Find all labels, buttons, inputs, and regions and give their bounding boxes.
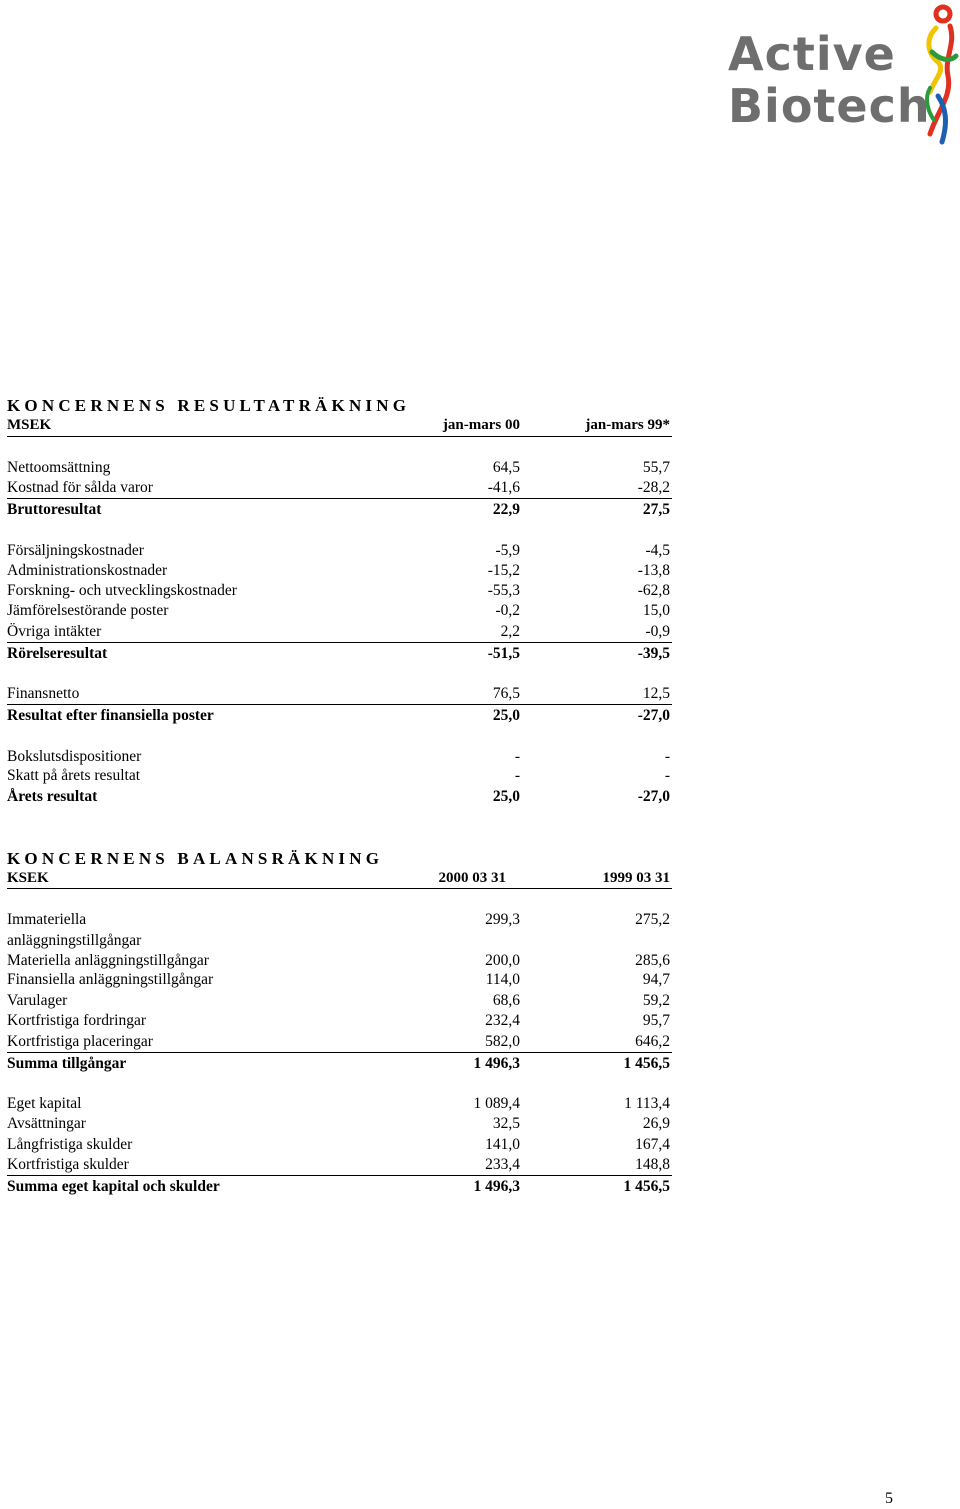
row-label: Övriga intäkter <box>7 623 102 640</box>
row-value-col2: - <box>664 748 670 765</box>
table-row-continuation <box>7 931 672 951</box>
row-value-col1: 1 089,4 <box>473 1095 520 1112</box>
row-label: Kortfristiga placeringar <box>7 1033 153 1050</box>
table-row <box>7 787 672 807</box>
row-value-col2: -4,5 <box>645 542 670 559</box>
row-value-col1: 233,4 <box>485 1156 520 1173</box>
row-value-col1: 2,2 <box>500 623 520 640</box>
divider <box>7 888 672 889</box>
table-row <box>7 706 672 726</box>
table-row <box>7 766 672 786</box>
row-value-col1: -51,5 <box>487 645 520 662</box>
row-value-col2: 27,5 <box>642 501 670 518</box>
active-biotech-logo <box>724 0 960 150</box>
table-row <box>7 910 672 930</box>
row-value-col2: 94,7 <box>642 971 670 988</box>
row-value-col1: 32,5 <box>492 1115 520 1132</box>
row-label: Försäljningskostnader <box>7 542 144 559</box>
row-value-col1: 299,3 <box>485 911 520 928</box>
table-row <box>7 541 672 561</box>
row-value-col1: 68,6 <box>492 992 520 1009</box>
row-label: Årets resultat <box>7 788 98 805</box>
row-value-col2: -27,0 <box>637 707 670 724</box>
row-value-col1: -5,9 <box>495 542 520 559</box>
divider <box>7 1052 672 1053</box>
row-label: Avsättningar <box>7 1115 86 1132</box>
income-col2-header: jan-mars 99* <box>585 417 670 433</box>
divider <box>7 436 672 437</box>
row-value-col1: -41,6 <box>487 479 520 496</box>
table-row <box>7 561 672 581</box>
row-value-col2: 26,9 <box>642 1115 670 1132</box>
table-row <box>7 684 672 704</box>
row-value-col1: 582,0 <box>485 1033 520 1050</box>
row-value-col2: 285,6 <box>635 952 670 969</box>
row-label: Summa tillgångar <box>7 1055 127 1072</box>
table-row <box>7 1032 672 1052</box>
row-value-col1: 64,5 <box>492 459 520 476</box>
table-row <box>7 478 672 498</box>
row-value-col2: 95,7 <box>642 1012 670 1029</box>
row-label: anläggningstillgångar <box>7 932 142 949</box>
row-value-col2: 1 456,5 <box>623 1055 670 1072</box>
row-value-col2: 59,2 <box>642 992 670 1009</box>
row-value-col2: 646,2 <box>635 1033 670 1050</box>
row-value-col2: 1 113,4 <box>624 1095 670 1112</box>
row-value-col1: - <box>514 748 520 765</box>
row-value-col2: 1 456,5 <box>623 1178 670 1195</box>
table-row <box>7 1094 672 1114</box>
table-row <box>7 1011 672 1031</box>
page-number: 5 <box>885 1490 893 1507</box>
income-header <box>7 415 672 435</box>
row-label: Finansiella anläggningstillgångar <box>7 971 214 988</box>
table-row <box>7 1177 672 1197</box>
row-value-col1: 1 496,3 <box>473 1178 520 1195</box>
divider <box>7 1175 672 1176</box>
row-value-col1: 200,0 <box>485 952 520 969</box>
row-value-col2: -0,9 <box>645 623 670 640</box>
balance-sheet-title: KONCERNENS BALANSRÄKNING <box>7 849 384 868</box>
row-value-col1: 1 496,3 <box>473 1055 520 1072</box>
row-value-col1: -0,2 <box>495 602 520 619</box>
divider <box>7 704 672 705</box>
row-label: Jämförelsestörande poster <box>7 602 169 619</box>
table-row <box>7 458 672 478</box>
table-row <box>7 991 672 1011</box>
row-value-col1: 114,0 <box>485 971 520 988</box>
row-label: Kortfristiga fordringar <box>7 1012 147 1029</box>
row-label: Summa eget kapital och skulder <box>7 1178 220 1195</box>
row-value-col2: 12,5 <box>642 685 670 702</box>
table-row <box>7 622 672 642</box>
divider <box>7 498 672 499</box>
row-label: Materiella anläggningstillgångar <box>7 952 209 969</box>
row-label: Eget kapital <box>7 1095 82 1112</box>
balance-col2-header: 1999 03 31 <box>602 870 670 886</box>
row-value-col2: 15,0 <box>642 602 670 619</box>
row-label: Administrationskostnader <box>7 562 168 579</box>
income-unit: MSEK <box>7 417 52 433</box>
table-row <box>7 644 672 664</box>
row-label: Varulager <box>7 992 68 1009</box>
row-value-col1: - <box>514 767 520 784</box>
row-label: Forskning- och utvecklingskostnader <box>7 582 237 599</box>
row-value-col1: -55,3 <box>487 582 520 599</box>
svg-text:Biotech: Biotech <box>728 79 931 133</box>
income-col1-header: jan-mars 00 <box>442 417 520 433</box>
row-label: Immateriella <box>7 911 87 928</box>
svg-text:Active: Active <box>728 27 896 81</box>
row-value-col1: 141,0 <box>485 1136 520 1153</box>
table-row <box>7 601 672 621</box>
row-label: Kortfristiga skulder <box>7 1156 129 1173</box>
income-statement-title: KONCERNENS RESULTATRÄKNING <box>7 396 411 415</box>
row-label: Långfristiga skulder <box>7 1136 133 1153</box>
table-row <box>7 747 672 767</box>
row-value-col2: 275,2 <box>635 911 670 928</box>
table-row <box>7 500 672 520</box>
row-label: Nettoomsättning <box>7 459 111 476</box>
row-value-col2: - <box>664 767 670 784</box>
table-row <box>7 951 672 971</box>
row-value-col1: 25,0 <box>492 788 520 805</box>
row-label: Resultat efter finansiella poster <box>7 707 214 724</box>
balance-unit: KSEK <box>7 870 49 886</box>
row-value-col2: -13,8 <box>637 562 670 579</box>
row-value-col2: 148,8 <box>635 1156 670 1173</box>
row-label: Bruttoresultat <box>7 501 102 518</box>
row-label: Bokslutsdispositioner <box>7 748 142 765</box>
row-value-col1: 22,9 <box>492 501 520 518</box>
row-value-col2: -27,0 <box>637 788 670 805</box>
table-row <box>7 970 672 990</box>
row-value-col1: 25,0 <box>492 707 520 724</box>
row-value-col2: -39,5 <box>637 645 670 662</box>
row-value-col2: 167,4 <box>635 1136 670 1153</box>
row-value-col2: 55,7 <box>642 459 670 476</box>
row-label: Skatt på årets resultat <box>7 767 140 784</box>
row-value-col2: -28,2 <box>637 479 670 496</box>
row-value-col2: -62,8 <box>637 582 670 599</box>
row-label: Finansnetto <box>7 685 80 702</box>
table-row <box>7 1054 672 1074</box>
table-row <box>7 1155 672 1175</box>
row-value-col1: -15,2 <box>487 562 520 579</box>
row-value-col1: 76,5 <box>492 685 520 702</box>
divider <box>7 642 672 643</box>
table-row <box>7 581 672 601</box>
table-row <box>7 1114 672 1134</box>
row-value-col1: 232,4 <box>485 1012 520 1029</box>
balance-col1-header: 2000 03 31 <box>438 870 506 886</box>
balance-header <box>7 868 672 888</box>
table-row <box>7 1135 672 1155</box>
row-label: Rörelseresultat <box>7 645 108 662</box>
row-label: Kostnad för sålda varor <box>7 479 153 496</box>
